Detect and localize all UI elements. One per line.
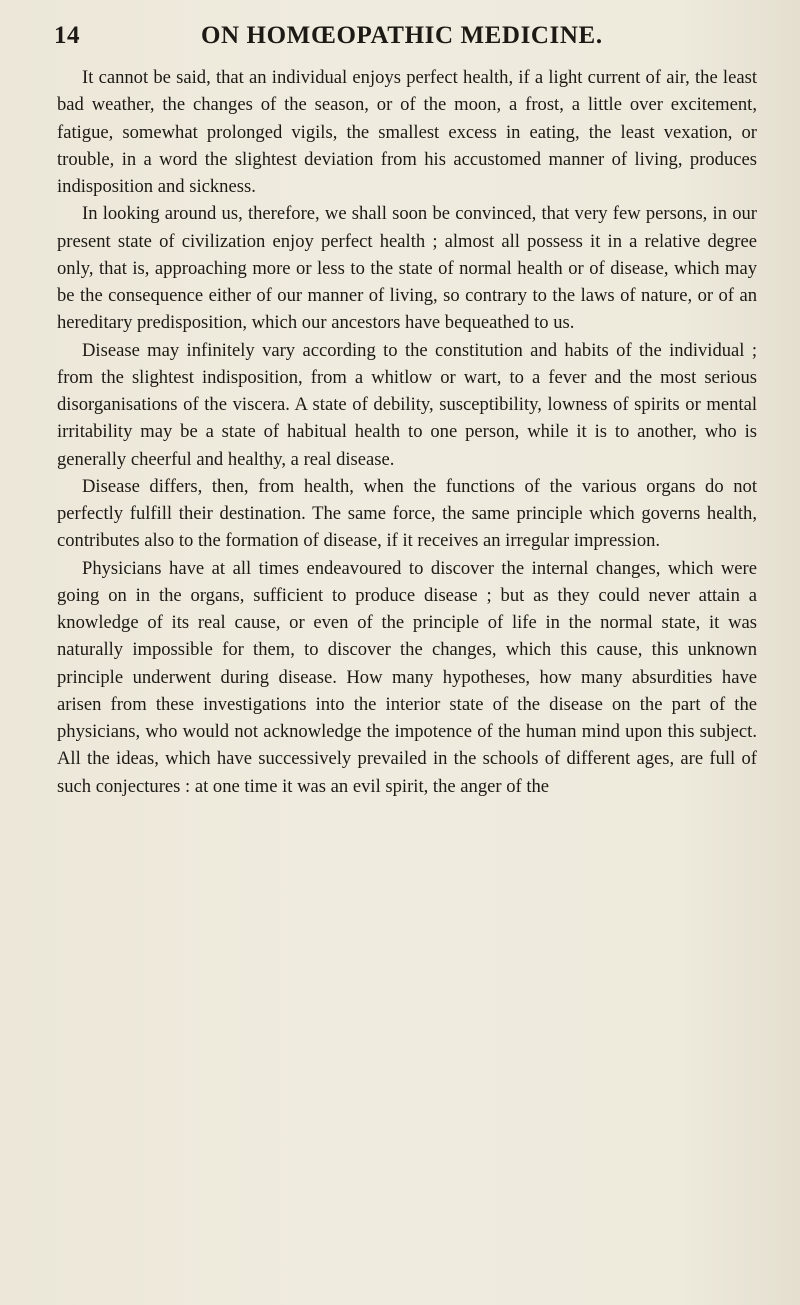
page-number: 14 [54,22,80,49]
paragraph-3: Disease may infinitely vary according to the constitution and habits of the individual ; from the slightest indisposition, from a whitlow or wart, to a fever and the most serious disorganisations of the viscera. A state of debility, susceptibility, lowness of spirits or mental irritability may be a state of habitual health to one person, while it is to another, who is generally cheerful and healthy, a real disease. [57,339,757,470]
paragraph-5: Physicians have at all times endeavoured to discover the internal changes, which were going on in the organs, sufficient to produce disease ; but as they could never attain a knowledge of its real cause, or even of the principle of life in the normal state, it was naturally impossible for them, to discover the changes, which this cause, this unknown principle underwent during disease. How many hypotheses, how many absurdities have arisen from these investigations into the interior state of the disease on the part of the physicians, who would not acknowledge the impotence of the human mind upon this subject. All the ideas, which have successively prevailed in the schools of different ages, are full of such conjectures : at one time it was an evil spirit, the anger of the [57,557,757,797]
paragraph-1: It cannot be said, that an individual enjoys perfect health, if a light current of air, the least bad weather, the changes of the season, or of the moon, a frost, a little over excitement, fatigue, somewhat prolonged vigils, the smallest excess in eating, the least vexation, or trouble, in a word the slightest deviation from his accustomed manner of living, produces indisposition and sickness. [57,67,757,197]
body-text [57,64,757,800]
paragraph-4: Disease differs, then, from health, when the functions of the various organs do not perfectly fulfill their destination. The same force, the same principle which governs health, contributes also to the formation of disease, if it receives an irregular impression. [57,475,757,552]
running-head: ON HOMŒOPATHIC MEDICINE. [201,22,603,49]
page-header [54,22,754,62]
paragraph-2: In looking around us, therefore, we shall soon be convinced, that very few persons, in our present state of civilization enjoy perfect health ; almost all possess it in a relative degree only, that is, approaching more or less to the state of normal health or of disease, which may be the consequence either of our manner of living, so contrary to the laws of nature, or of an hereditary predisposition, which our ancestors have bequeathed to us. [57,203,757,334]
